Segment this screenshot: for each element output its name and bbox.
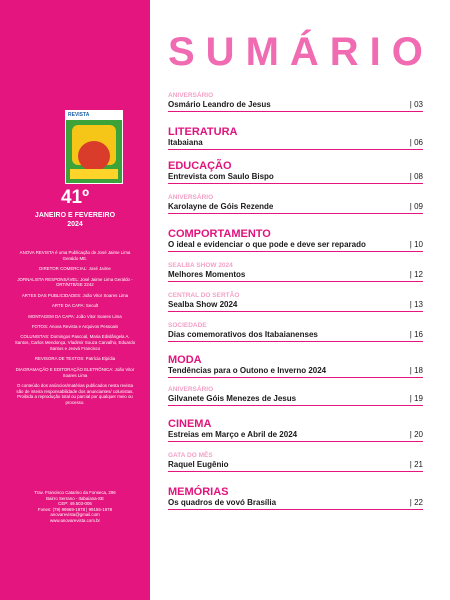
toc-subject: Osmário Leandro de Jesus [168,100,271,109]
credit-line: JORNALISTA RESPONSÁVEL: José Jaime Lima Geraldo - DRT/MTB/SE 2242 [17,276,133,288]
toc-divider [168,441,423,442]
toc-category: CENTRAL DO SERTÃO [168,292,240,299]
toc-divider [168,405,423,406]
toc-category: EDUCAÇÃO [168,160,232,172]
toc-category: ANIVERSÁRIO [168,194,214,201]
toc-category: ANIVERSÁRIO [168,92,214,99]
toc-category: COMPORTAMENTO [168,228,271,240]
cover-thumbnail[interactable] [65,110,123,184]
credit-line: ARTES DAS PUBLICIDADES: João Vitor Soares Lima [21,292,129,298]
toc-category: ANIVERSÁRIO [168,386,214,393]
edition-number: 41º [60,187,90,208]
contact-info [14,490,136,524]
toc-subject: Karolayne de Góis Rezende [168,202,274,211]
toc-page-number: | 22 [409,498,423,507]
contact-line[interactable]: anovarevista@gmail.com [50,512,100,518]
toc-subject: Entrevista com Saulo Bispo [168,172,274,181]
toc-page-number: | 03 [409,100,423,109]
toc-page-number: | 19 [409,394,423,403]
toc-divider [168,377,423,378]
credits [14,250,136,411]
toc-category: SEALBA SHOW 2024 [168,262,233,269]
toc-divider [168,183,423,184]
toc-page-number: | 12 [409,270,423,279]
toc-subject: Estreias em Março e Abril de 2024 [168,430,298,439]
toc-entry[interactable] [168,228,423,250]
toc-subject: Os quadros de vovó Brasília [168,498,277,507]
toc-page-number: | 18 [409,366,423,375]
toc-subject: O ideal e evidenciar o que pode e deve ser reparado [168,240,366,249]
contact-line: Bairro Serrano - Itabaiana-SE [46,495,104,501]
toc-page-number: | 16 [409,330,423,339]
toc-page-number: | 20 [409,430,423,439]
contact-line[interactable]: www.anovarevista.com.br [49,517,101,523]
credit-line: COLUNISTAS: Domingos Pascoal, Maria Edislângela A. Santos, Carlos Mendonça, Vladimir Souza Carvalho, Eduardo Santos e Jeová Francisco [14,334,136,351]
contact-line: CEP: 49.503-006 [58,501,92,507]
credit-line: ANOVA REVISTA é uma Publicação de José Jaime Lima Geraldo ME. [19,250,131,261]
toc-entry[interactable] [168,354,423,376]
toc-page-number: | 06 [409,138,423,147]
contact-line: Trav. Francisco Catarino da Fonseca, 296 [34,490,116,495]
toc-entry[interactable] [168,292,423,310]
toc-entry[interactable] [168,126,423,148]
toc-entry[interactable] [168,386,423,404]
credit-line: FOTOS: Anova Revista e Arquivos Pessoais [31,323,119,329]
toc-divider [168,341,423,342]
credit-line: DIRETOR COMERCIAL: José Jaime [39,266,111,272]
edition-year: 2024 [67,221,83,228]
toc-entry[interactable] [168,322,423,340]
toc-subject: Dias comemorativos dos Itabaianenses [168,330,318,339]
toc-divider [168,311,423,312]
toc-entry[interactable] [168,486,423,508]
toc-page-number: | 10 [409,240,423,249]
toc-entry[interactable] [168,452,423,470]
credit-line: REVISORA DE TEXTOS: Patrícia Elpídia [34,356,116,362]
toc-divider [168,111,423,112]
toc-category: GATA DO MÊS [168,452,213,459]
toc-category: SOCIEDADE [168,322,207,329]
credit-line: ARTE DA CAPA: Secult [51,303,99,309]
toc-page-number: | 21 [409,460,423,469]
toc-divider [168,251,423,252]
toc-category: CINEMA [168,418,212,430]
toc-divider [168,281,423,282]
credit-line: DIAGRAMAÇÃO E EDITORAÇÃO ELETRÔNICA: João Vitor Soares Lima [15,366,135,378]
toc-entry[interactable] [168,262,423,280]
edition-date [0,211,150,229]
toc-divider [168,509,423,510]
toc-page-number: | 13 [409,300,423,309]
toc-entry[interactable] [168,92,423,110]
toc-page-number: | 09 [409,202,423,211]
sidebar [0,0,150,600]
toc-subject: Melhores Momentos [168,270,246,279]
toc-divider [168,213,423,214]
toc-divider [168,471,423,472]
toc-entry[interactable] [168,418,423,440]
toc-subject: Sealba Show 2024 [168,300,238,309]
toc-category: MODA [168,354,202,366]
toc-category: MEMÓRIAS [168,486,229,498]
toc-subject: Tendências para o Outono e Inverno 2024 [168,366,327,375]
credit-line: MONTAGEM DA CAPA: João Vitor Soares Lima [28,313,122,319]
toc-subject: Raquel Eugênio [168,460,229,469]
toc-page-number: | 08 [409,172,423,181]
toc-divider [168,149,423,150]
edition-month: JANEIRO E FEVEREIRO [34,212,116,219]
toc-entry[interactable] [168,160,423,182]
toc-entry[interactable] [168,194,423,212]
contact-line: Fones: (79) 99969-1978 | 99155-1978 [37,506,113,512]
page-title: SUMÁRIO [168,30,434,74]
cover-logo: REVISTA [68,112,90,118]
toc-subject: Itabaiana [168,138,203,147]
toc-category: LITERATURA [168,126,238,138]
credit-line: O conteúdo dos anúncios/matérias publicados nesta revista são de inteira responsabilidade dos anunciantes/ colunistas. Proibida a reprodução total ou parcial por qualquer meio ou processo. [16,382,134,406]
toc-subject: Gilvanete Góis Menezes de Jesus [168,394,297,403]
